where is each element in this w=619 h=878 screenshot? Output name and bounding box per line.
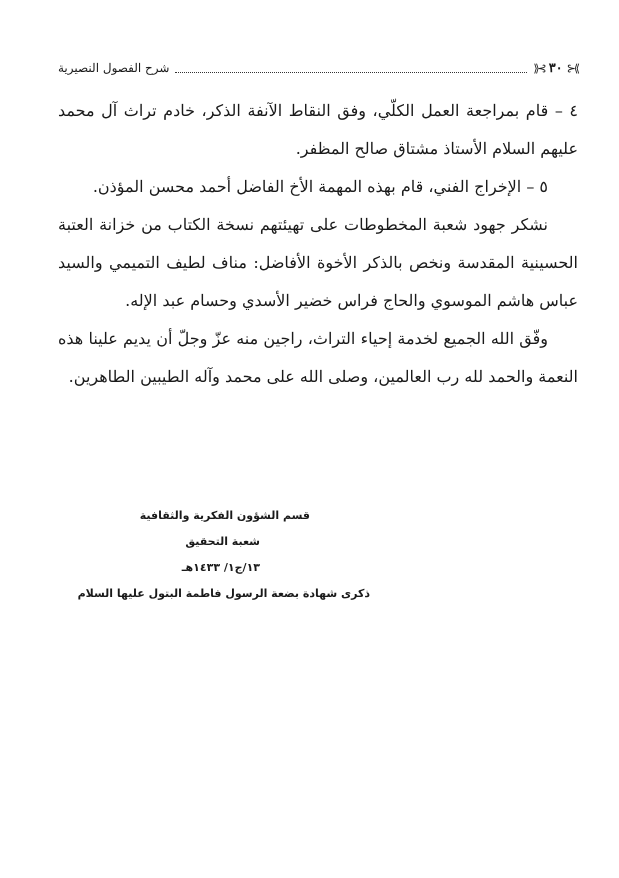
page-header [58,58,578,78]
header-dotted-leader [175,64,527,73]
page-body [58,92,578,396]
signature-block [60,503,370,607]
paragraph-closing: وفّق الله الجميع لخدمة إحياء التراث، راجين منه عزّ وجلّ أن يديم علينا هذه النعمة والحمد لله رب العالمين، وصلى الله على محمد وآله الطيبين الطاهرين. [58,329,578,386]
page-number-box [533,61,578,76]
ornament-right: ⟫⊰ [566,61,578,75]
signature-occasion: ذكرى شهادة بضعة الرسول فاطمة البتول عليها السلام [77,587,370,600]
ornament-left: ⊱⟪ [533,61,545,75]
signature-date: ١٣/ج١/ ١٤٣٣هـ [181,561,260,574]
book-title: شرح الفصول النصيرية [58,61,170,75]
paragraph-review: ٤ – قام بمراجعة العمل الكلّي، وفق النقاط الآنفة الذكر، خادم تراث آل محمد عليهم السلام الأستاذ مشتاق صالح المظفر. [58,101,578,158]
page-number: ٣٠ [548,60,563,76]
signature-division: شعبة التحقيق [185,535,260,548]
paragraph-thanks: نشكر جهود شعبة المخطوطات على تهيئتهم نسخة الكتاب من خزانة العتبة الحسينية المقدسة ونخص بالذكر الأخوة الأفاضل: مناف لطيف التميمي والسيد عباس هاشم الموسوي والحاج فراس خضير الأسدي وحسام عبد الإله. [58,215,578,310]
paragraph-design: ٥ – الإخراج الفني، قام بهذه المهمة الأخ الفاضل أحمد محسن المؤذن. [92,177,548,196]
signature-department: قسم الشؤون الفكرية والثقافية [139,509,310,522]
